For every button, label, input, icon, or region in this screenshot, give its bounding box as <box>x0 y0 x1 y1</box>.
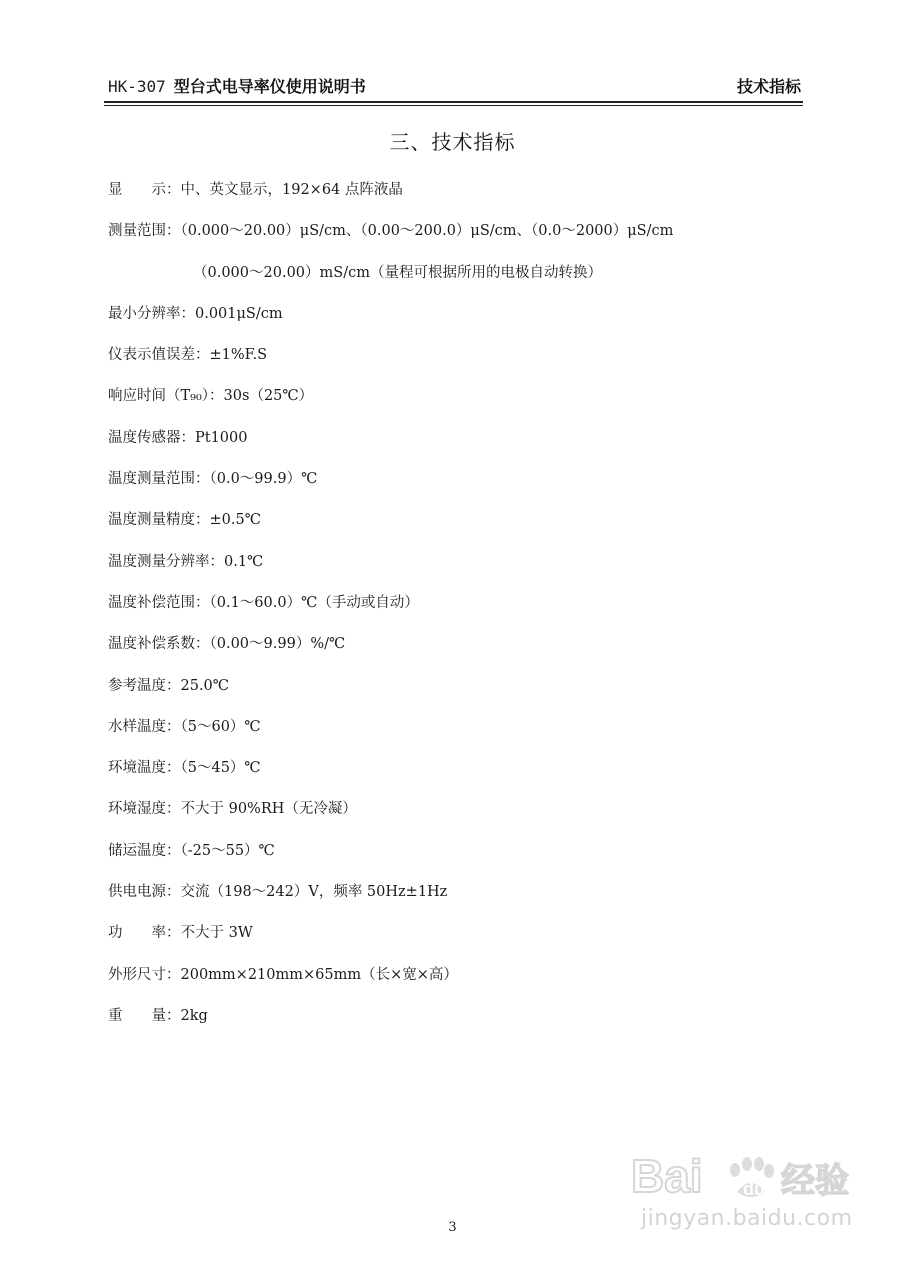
spec-ref-temp <box>108 672 808 713</box>
page-header <box>108 72 801 98</box>
spec-text: 温度测量范围：（0.0～99.9）℃ <box>108 471 318 488</box>
spec-power <box>108 919 808 960</box>
spec-text: 测量范围：（0.000～20.00）μS/cm、（0.00～200.0）μS/cm、（0.0～2000）μS/cm <box>108 223 674 240</box>
spec-response-time <box>108 382 808 423</box>
spec-text: 水样温度：（5～60）℃ <box>108 718 261 735</box>
section-title: 三、技术指标 <box>389 130 516 154</box>
spec-text: 储运温度：（-25～55）℃ <box>108 842 275 859</box>
spec-temp-range <box>108 465 808 506</box>
spec-text: 仪表示值误差：±1%F.S <box>108 347 267 364</box>
watermark-url: jingyan.baidu.com <box>641 1206 853 1231</box>
header-rule <box>104 101 803 106</box>
svg-text:du: du <box>743 1179 765 1199</box>
spec-temp-accuracy <box>108 506 808 547</box>
spec-temp-resolution <box>108 548 808 589</box>
spec-weight <box>108 1002 808 1043</box>
spec-text: 参考温度：25.0℃ <box>108 677 230 694</box>
spec-text: 温度传感器：Pt1000 <box>108 429 248 446</box>
spec-sample-temp <box>108 713 808 754</box>
header-model: HK-307 <box>108 76 166 96</box>
header-left <box>108 74 366 97</box>
spec-storage-temp <box>108 837 808 878</box>
spec-measure-range <box>108 217 808 258</box>
page-number: 3 <box>448 1220 457 1235</box>
spec-indication-error <box>108 341 808 382</box>
spec-display <box>108 176 808 217</box>
spec-text: （0.000～20.00）mS/cm（量程可根据所用的电极自动转换） <box>193 264 602 281</box>
spec-text: 外形尺寸：200mm×210mm×65mm（长×宽×高） <box>108 966 458 983</box>
header-section: 技术指标 <box>736 76 801 96</box>
spec-temp-sensor <box>108 424 808 465</box>
spec-text: 响应时间（T₉₀）：30s（25℃） <box>108 388 314 405</box>
spec-temp-comp-range <box>108 589 808 630</box>
spec-text: 供电电源：交流（198～242）V，频率 50Hz±1Hz <box>108 884 448 901</box>
baidu-jingyan-watermark <box>631 1140 861 1240</box>
spec-ambient-humidity <box>108 795 808 836</box>
spec-text: 温度补偿系数：（0.00～9.99）%/℃ <box>108 636 346 653</box>
spec-text: 显 示：中、英文显示，192×64 点阵液晶 <box>108 182 403 198</box>
spec-text: 最小分辨率：0.001μS/cm <box>108 305 283 322</box>
spec-text: 温度补偿范围：（0.1～60.0）℃（手动或自动） <box>108 594 419 611</box>
baidu-paw-logo-icon <box>631 1140 861 1210</box>
spec-measure-range-cont <box>108 259 808 300</box>
spec-text: 重 量：2kg <box>108 1007 208 1024</box>
spec-text: 温度测量分辨率：0.1℃ <box>108 553 264 570</box>
spec-power-supply <box>108 878 808 919</box>
svg-text:Bai: Bai <box>631 1150 703 1202</box>
spec-text: 环境温度：（5～45）℃ <box>108 760 261 777</box>
spec-list <box>108 176 808 1043</box>
spec-text: 温度测量精度：±0.5℃ <box>108 512 261 529</box>
spec-min-resolution <box>108 300 808 341</box>
spec-temp-comp-coef <box>108 630 808 671</box>
spec-text: 功 率：不大于 3W <box>108 925 253 942</box>
spec-ambient-temp <box>108 754 808 795</box>
header-title: 型台式电导率仪使用说明书 <box>173 76 366 96</box>
spec-text: 环境湿度：不大于 90%RH（无冷凝） <box>108 801 357 818</box>
svg-text:经验: 经验 <box>781 1161 849 1201</box>
spec-dimensions <box>108 961 808 1002</box>
